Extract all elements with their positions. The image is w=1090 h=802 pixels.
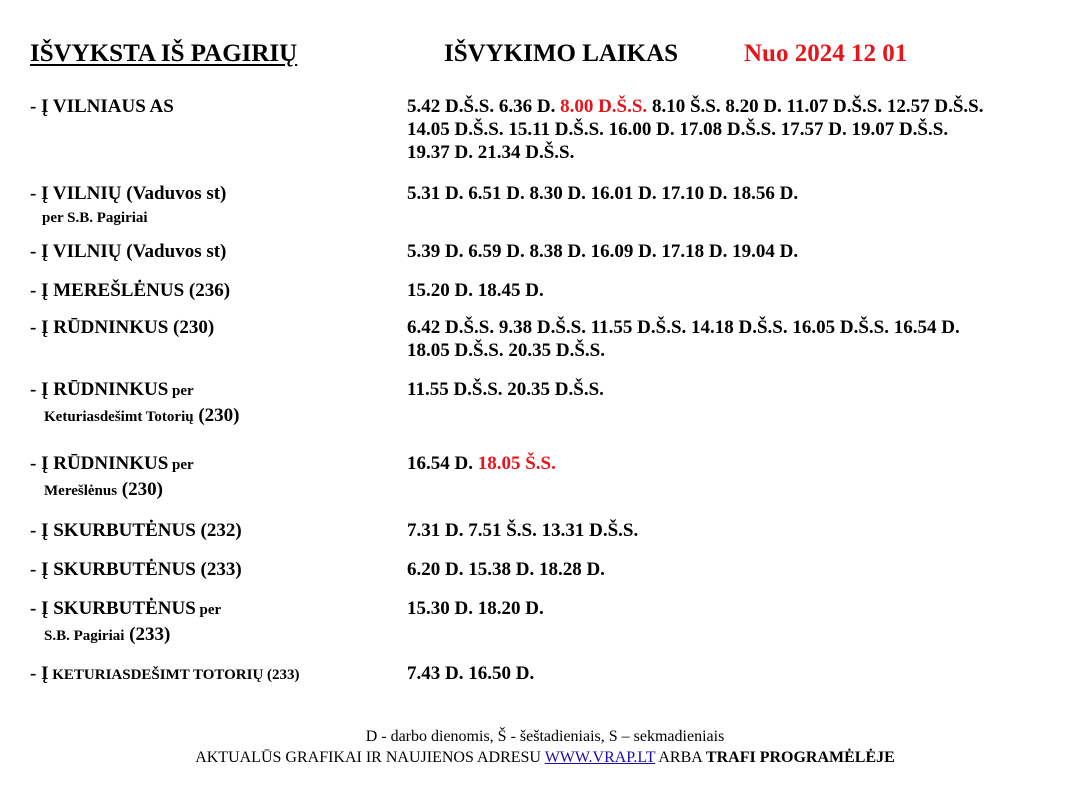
times-line <box>407 118 1067 141</box>
destination-name: - Į RŪDNINKUS (230) <box>30 317 215 338</box>
times-line <box>407 558 1067 581</box>
departure-times <box>407 519 1067 542</box>
times-line <box>407 141 1067 164</box>
destination-name: - Į <box>30 663 49 684</box>
departure-times <box>407 95 1067 164</box>
times-line <box>407 519 1067 542</box>
destination-sub-text: Keturiasdešimt Totorių <box>44 409 194 425</box>
times-line <box>407 339 1067 362</box>
route-destination <box>30 182 226 231</box>
route-destination <box>30 519 242 542</box>
time-segment: 18.05 D.Š.S. 20.35 D.Š.S. <box>407 340 605 361</box>
route-destination <box>30 316 214 339</box>
times-line <box>407 240 1067 263</box>
time-segment: 5.42 D.Š.S. 6.36 D. <box>407 96 561 117</box>
destination-via: per <box>168 383 194 399</box>
info-line <box>0 749 1090 767</box>
route-destination <box>30 558 242 581</box>
destination-route-number: (230) <box>117 479 163 500</box>
info-mid: ARBA <box>655 749 706 766</box>
destination-sub-text: Merešlėnus <box>44 483 118 499</box>
departure-times <box>407 279 1067 302</box>
destination-sub <box>30 205 226 231</box>
legend-text: D - darbo dienomis, Š - šeštadieniais, S – sekmadieniais <box>365 728 725 745</box>
times-line <box>407 378 1067 401</box>
route-destination <box>30 95 174 118</box>
time-segment: 7.31 D. 7.51 Š.S. 13.31 D.Š.S. <box>407 520 639 541</box>
time-segment: 19.37 D. 21.34 D.Š.S. <box>407 142 575 163</box>
departure-times <box>407 240 1067 263</box>
departure-times <box>407 558 1067 581</box>
route-destination <box>30 240 226 263</box>
route-destination <box>30 452 194 504</box>
time-segment: 6.20 D. 15.38 D. 18.28 D. <box>407 559 605 580</box>
route-destination <box>30 279 230 302</box>
destination-name: - Į RŪDNINKUS <box>30 453 169 474</box>
time-segment: 7.43 D. 16.50 D. <box>407 663 535 684</box>
destination-name: - Į MEREŠLĖNUS (236) <box>30 280 231 301</box>
time-segment: 11.55 D.Š.S. 20.35 D.Š.S. <box>407 379 604 400</box>
times-line <box>407 95 1067 118</box>
destination-sub <box>30 477 194 504</box>
destination-name: - Į SKURBUTĖNUS (232) <box>30 520 242 541</box>
departure-times <box>407 182 1067 205</box>
route-destination <box>30 597 221 649</box>
destination-name: - Į VILNIŲ (Vaduvos st) <box>30 241 227 262</box>
destination-name: - Į RŪDNINKUS <box>30 379 169 400</box>
destination-sub-text: S.B. Pagiriai <box>44 628 125 644</box>
departure-times <box>407 662 1067 685</box>
time-segment: 8.10 Š.S. 8.20 D. 11.07 D.Š.S. 12.57 D.Š.S. <box>647 96 984 117</box>
highlighted-time: 8.00 D.Š.S. <box>560 96 648 117</box>
departure-times <box>407 597 1067 620</box>
times-line <box>407 662 1067 685</box>
time-segment: 6.42 D.Š.S. 9.38 D.Š.S. 11.55 D.Š.S. 14.18 D.Š.S. 16.05 D.Š.S. 16.54 D. <box>407 317 960 338</box>
destination-route-number: (233) <box>124 624 171 645</box>
destination-name: - Į SKURBUTĖNUS (233) <box>30 559 242 580</box>
times-line <box>407 279 1067 302</box>
valid-from-date: Nuo 2024 12 01 <box>744 40 908 67</box>
times-line <box>407 597 1067 620</box>
time-segment: 14.05 D.Š.S. 15.11 D.Š.S. 16.00 D. 17.08 D.Š.S. 17.57 D. 19.07 D.Š.S. <box>407 119 949 140</box>
times-line <box>407 182 1067 205</box>
destination-route-number: (230) <box>193 405 240 426</box>
route-destination <box>30 378 240 430</box>
time-segment: 5.39 D. 6.59 D. 8.38 D. 16.09 D. 17.18 D. 19.04 D. <box>407 241 799 262</box>
page-title: IŠVYKSTA IŠ PAGIRIŲ <box>30 40 298 67</box>
destination-sub <box>30 403 240 430</box>
destination-via: KETURIASDEŠIMT TOTORIŲ (233) <box>48 667 300 683</box>
destination-via: per <box>195 602 222 618</box>
departure-times <box>407 316 1067 362</box>
time-segment: 15.20 D. 18.45 D. <box>407 280 544 301</box>
trafi-app-text: TRAFI PROGRAMĖLĖJE <box>705 749 895 766</box>
time-segment: 5.31 D. 6.51 D. 8.30 D. 16.01 D. 17.10 D. 18.56 D. <box>407 183 799 204</box>
departure-times <box>407 378 1067 401</box>
info-prefix: AKTUALŪS GRAFIKAI IR NAUJIENOS ADRESU <box>195 749 545 766</box>
destination-sub-text: per S.B. Pagiriai <box>42 210 148 226</box>
departure-times <box>407 452 1067 475</box>
times-line <box>407 316 1067 339</box>
time-segment: 15.30 D. 18.20 D. <box>407 598 544 619</box>
time-segment: 16.54 D. <box>407 453 478 474</box>
times-line <box>407 452 1067 475</box>
departure-time-heading: IŠVYKIMO LAIKAS <box>444 40 679 67</box>
destination-name: - Į VILNIAUS AS <box>30 96 174 117</box>
destination-name: - Į SKURBUTĖNUS <box>30 598 196 619</box>
destination-via: per <box>168 457 194 473</box>
destination-sub <box>30 622 221 649</box>
highlighted-time: 18.05 Š.S. <box>477 453 556 474</box>
vrap-link[interactable]: WWW.VRAP.LT <box>544 749 656 766</box>
route-destination <box>30 662 300 687</box>
destination-name: - Į VILNIŲ (Vaduvos st) <box>30 183 227 204</box>
